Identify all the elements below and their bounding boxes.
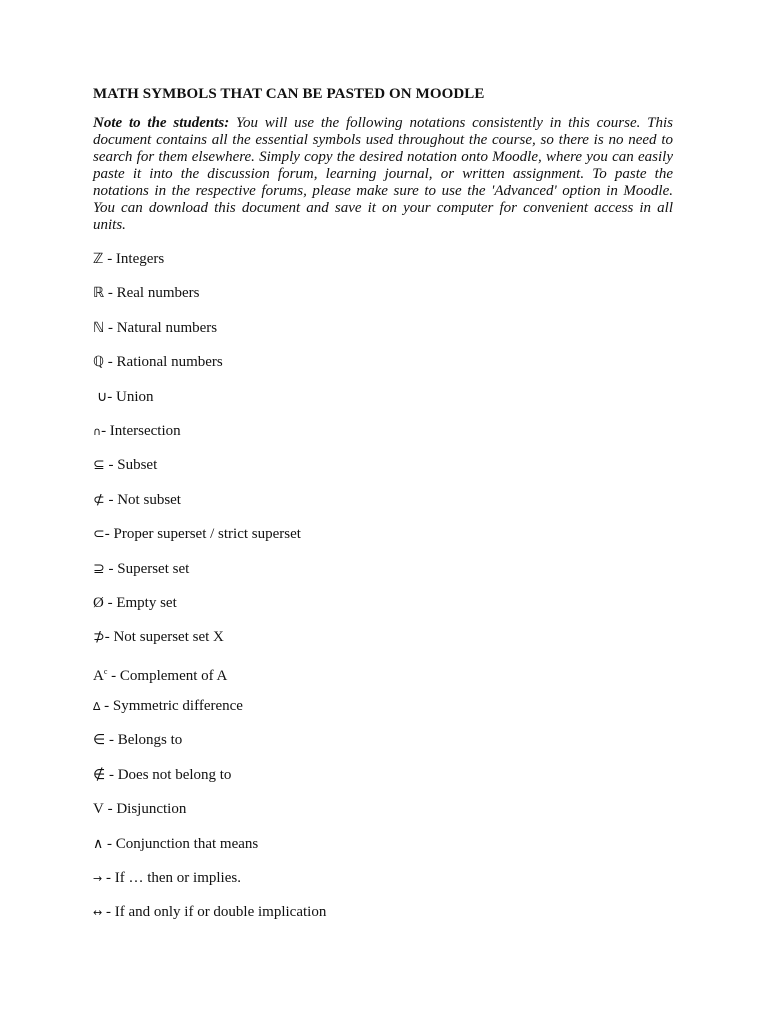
symbol-description: - Belongs to [105, 732, 183, 749]
belongs-to-symbol: ∈ [93, 732, 106, 749]
symbol-description: - Does not belong to [105, 766, 232, 783]
natural-numbers-symbol: ℕ [93, 319, 105, 336]
rational-numbers-symbol: ℚ [93, 354, 105, 371]
symbol-item-complement [93, 655, 673, 689]
symbol-item-superset [93, 552, 673, 586]
integers-symbol: ℤ [93, 251, 104, 267]
symbol-item-subset [93, 448, 673, 482]
symbol-description: - Disjunction [103, 801, 187, 818]
union-symbol: ∪ [97, 388, 108, 405]
note-lead: Note to the students: [93, 115, 230, 131]
symbol-item-not-subset [93, 483, 673, 517]
empty-set-symbol: Ø [93, 594, 104, 611]
complement-symbol: A [93, 667, 104, 684]
note-paragraph [93, 115, 673, 234]
not-superset-symbol: ⊅ [93, 629, 105, 646]
real-numbers-symbol: ℝ [93, 285, 105, 302]
intersection-symbol: ∩ [93, 424, 102, 438]
symbol-item-empty-set [93, 586, 673, 620]
symbol-description: - If and only if or double implication [102, 904, 327, 921]
symbol-item-real-numbers [93, 276, 673, 310]
document-title: MATH SYMBOLS THAT CAN BE PASTED ON MOODLE [93, 86, 485, 102]
document-page [93, 86, 673, 930]
symbol-description: - Real numbers [104, 285, 200, 302]
not-subset-symbol: ⊄ [93, 491, 105, 508]
complement-superscript: c [103, 666, 108, 676]
symbol-item-not-belong-to [93, 758, 673, 792]
implies-arrow-icon: → [93, 872, 103, 886]
symbol-item-not-superset [93, 620, 673, 654]
symbol-item-intersection [93, 414, 673, 448]
symbol-description: - Intersection [101, 422, 181, 439]
symbol-description: - Subset [104, 457, 158, 474]
symbol-item-proper-superset [93, 517, 673, 551]
symbol-description: - Not subset [104, 491, 181, 508]
symbol-item-natural-numbers [93, 311, 673, 345]
symbol-description: - Symmetric difference [100, 698, 243, 715]
double-arrow-icon: ↔ [93, 906, 103, 920]
proper-superset-symbol: ⊂ [93, 526, 105, 543]
symbol-item-union [93, 380, 673, 414]
symbol-description: - If … then or implies. [102, 870, 241, 887]
symbol-description: - Proper superset / strict superset [104, 526, 301, 543]
subset-symbol: ⊆ [93, 457, 105, 474]
note-body: You will use the following notations consistently in this course. This document contains all the essential symbols used throughout the course, so there is no need to search for them elsewhere. Simply copy the desired notation onto Moodle, where you can easily paste it into the discussion forum, learning journal, or written assignment. To paste the notations in the respective forums, please make sure to use the 'Advanced' option in Moodle. You can download this document and save it on your computer for convenient access in all units. [93, 115, 673, 233]
symbol-description: - Natural numbers [104, 319, 218, 336]
symbol-item-double-implication [93, 895, 673, 929]
conjunction-symbol: ∧ [93, 835, 104, 852]
not-belong-to-symbol: ∉ [93, 766, 106, 783]
symbol-description: - Integers [103, 251, 165, 267]
symbol-description: - Not superset set X [104, 629, 224, 646]
symbol-description: - Superset set [104, 560, 190, 577]
symbol-item-symmetric-difference [93, 689, 673, 723]
symbol-item-disjunction [93, 792, 673, 826]
symbol-description: - Rational numbers [104, 354, 223, 371]
disjunction-symbol: V [93, 801, 104, 818]
symbol-item-belongs-to [93, 723, 673, 757]
symbol-description: - Complement of A [107, 667, 228, 684]
symbol-item-rational-numbers [93, 345, 673, 379]
symbol-description: - Union [107, 388, 154, 405]
symbol-description: - Conjunction that means [103, 835, 259, 852]
symbol-item-conjunction [93, 827, 673, 861]
symbol-description: - Empty set [103, 594, 177, 611]
symbol-item-integers [93, 242, 673, 276]
superset-symbol: ⊇ [93, 560, 105, 577]
symbol-item-implies [93, 861, 673, 895]
symmetric-difference-symbol: ∆ [93, 700, 101, 714]
symbol-list [93, 242, 673, 930]
